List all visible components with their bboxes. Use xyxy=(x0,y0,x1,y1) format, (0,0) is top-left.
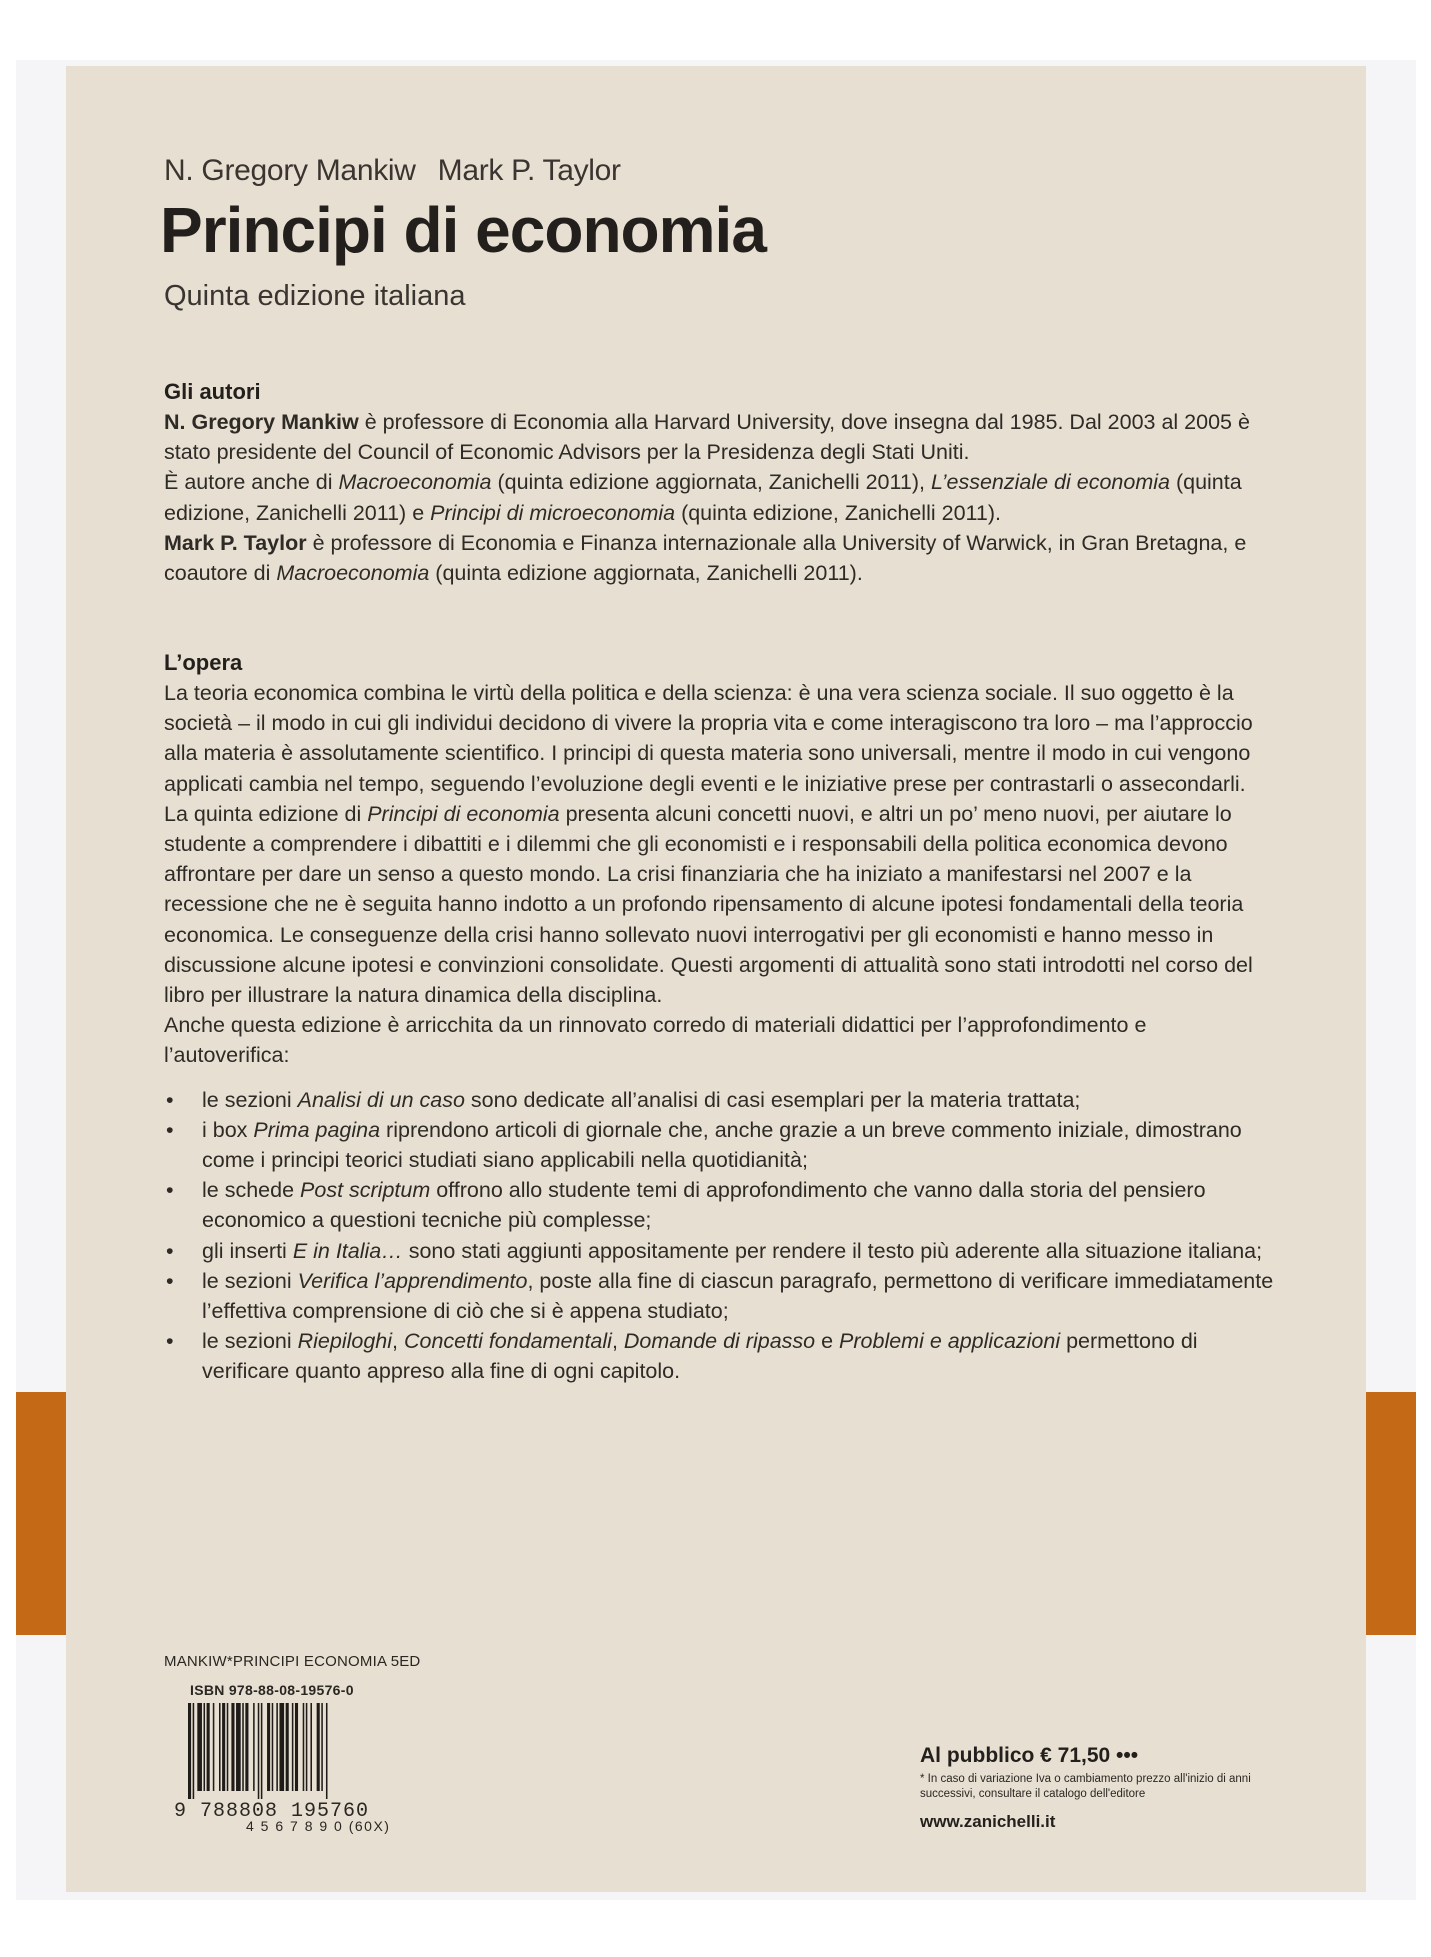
opera-paragraph-3: Anche questa edizione è arricchita da un rinnovato corredo di materiali didattici per l’approfondimento e l’autoverifica: xyxy=(164,1013,1147,1068)
features-list xyxy=(164,1085,1274,1387)
list-item: • le sezioni Analisi di un caso sono dedicate all’analisi di casi esemplari per la materia trattata; xyxy=(164,1085,1274,1115)
publisher-website: www.zanichelli.it xyxy=(920,1812,1056,1831)
barcode-bar xyxy=(286,1703,289,1791)
list-item: • le sezioni Verifica l’apprendimento, poste alla fine di ciascun paragrafo, permettono di verificare immediatamente l’effettiva comprensione di ciò che si è appena studiato; xyxy=(164,1266,1274,1326)
author-taylor: Mark P. Taylor xyxy=(437,154,621,187)
barcode-extra-code: 4 5 6 7 8 9 0 (60X) xyxy=(246,1818,391,1834)
barcode-bar xyxy=(303,1703,305,1791)
list-item: • i box Prima pagina riprendono articoli di giornale che, anche grazie a un breve commento iniziale, dimostrano come i principi teorici studiati siano applicabili nella quotidianità; xyxy=(164,1115,1274,1175)
barcode xyxy=(188,1703,384,1799)
list-item: • le sezioni Riepiloghi, Concetti fondamentali, Domande di ripasso e Problemi e applicazioni permettono di verificare quanto appreso alla fine di ogni capitolo. xyxy=(164,1326,1274,1386)
taylor-bio: Mark P. Taylor è professore di Economia e Finanza internazionale alla University of Warwick, in Gran Bretagna, e coautore di Macroeconomia (quinta edizione aggiornata, Zanichelli 2011). xyxy=(164,530,1247,586)
barcode-bar xyxy=(236,1703,241,1791)
barcode-bar xyxy=(261,1703,263,1799)
list-item: • gli inserti E in Italia… sono stati aggiunti appositamente per rendere il testo più aderente alla situazione italiana; xyxy=(164,1236,1274,1266)
barcode-bar xyxy=(231,1703,234,1791)
section-authors xyxy=(164,377,1274,588)
barcode-bar xyxy=(207,1703,210,1791)
book-edition: Quinta edizione italiana xyxy=(164,280,466,312)
barcode-bar xyxy=(306,1703,308,1791)
barcode-bar xyxy=(326,1703,328,1799)
authors-heading: Gli autori xyxy=(164,379,261,404)
book-title: Principi di economia xyxy=(160,194,766,266)
barcode-bar xyxy=(213,1703,215,1791)
author-mankiw: N. Gregory Mankiw xyxy=(164,154,416,187)
list-item: • le schede Post scriptum offrono allo studente temi di approfondimento che vanno dalla storia del pensiero economico a questioni tecniche più complesse; xyxy=(164,1175,1274,1235)
spine-band-right xyxy=(1366,1392,1416,1635)
price-label: Al pubblico € 71,50 ••• xyxy=(920,1744,1139,1767)
barcode-bar xyxy=(321,1703,323,1791)
barcode-bar xyxy=(317,1703,320,1791)
barcode-digits: 9 788808 195760 xyxy=(174,1800,370,1823)
barcode-bar xyxy=(227,1703,229,1791)
barcode-bar xyxy=(295,1703,298,1791)
cover-authors xyxy=(164,154,643,188)
mankiw-bio: N. Gregory Mankiw è professore di Economia alla Harvard University, dove insegna dal 1985. Dal 2003 al 2005 è stato presidente del Council of Economic Advisors per la Presidenza degli Stati Uniti. È autore anche di Macroeconomia (quinta edizione aggiornata, Zanichelli 2011), L’essenziale di economia (quinta edizione, Zanichelli 2011) e Principi di microeconomia (quinta edizione, Zanichelli 2011). xyxy=(164,410,1250,525)
section-opera xyxy=(164,648,1274,1387)
opera-heading: L’opera xyxy=(164,650,243,675)
barcode-bar xyxy=(197,1703,202,1791)
opera-paragraph-2: La quinta edizione di Principi di economia presenta alcuni concetti nuovi, e altri un po’ meno nuovi, per aiutare lo studente a comprendere i dibattiti e i dilemmi che gli economisti e i responsabili della politica economica devono affrontare per dare un senso a questo mondo. La crisi finanziaria che ha iniziato a manifestarsi nel 2007 e la recessione che ne è seguita hanno indotto a un profondo ripensamento di alcune ipotesi fondamentali della teoria economica. Le conseguenze della crisi hanno sollevato nuovi interrogativi per gli economisti e hanno messo in discussione alcune ipotesi e convinzioni consolidate. Questi argomenti di attualità sono stati introdotti nel corso del libro per illustrare la natura dinamica della disciplina. xyxy=(164,801,1253,1008)
barcode-bar xyxy=(292,1703,294,1791)
barcode-bar xyxy=(242,1703,244,1791)
barcode-bar xyxy=(222,1703,225,1791)
barcode-bar xyxy=(204,1703,206,1791)
barcode-bar xyxy=(219,1703,221,1791)
barcode-bar xyxy=(310,1703,312,1791)
product-code: MANKIW*PRINCIPI ECONOMIA 5ED xyxy=(164,1653,421,1670)
barcode-bar xyxy=(245,1703,248,1791)
barcode-bar xyxy=(193,1703,195,1799)
price-note: * In caso di variazione Iva o cambiamento prezzo all'inizio di anni successivi, consultare il catalogo dell'editore xyxy=(920,1773,1251,1800)
barcode-bar xyxy=(188,1703,191,1799)
isbn-label: ISBN 978-88-08-19576-0 xyxy=(190,1682,354,1698)
barcode-bar xyxy=(258,1703,260,1799)
barcode-bar xyxy=(276,1703,278,1791)
barcode-bar xyxy=(272,1703,274,1791)
barcode-bar xyxy=(279,1703,284,1791)
barcode-bar xyxy=(267,1703,270,1791)
barcode-bar xyxy=(253,1703,255,1791)
opera-paragraph-1: La teoria economica combina le virtù della politica e della scienza: è una vera scienza sociale. Il suo oggetto è la società – il modo in cui gli individui decidono di vivere la propria vita e come interagiscono tra loro – ma l’approccio alla materia è assolutamente scientifico. I principi di questa materia sono universali, mentre il modo in cui vengono applicati cambia nel tempo, seguendo l’evoluzione degli eventi e le iniziative prese per contrastarli o assecondarli. xyxy=(164,681,1253,796)
spine-band-left xyxy=(16,1392,66,1635)
